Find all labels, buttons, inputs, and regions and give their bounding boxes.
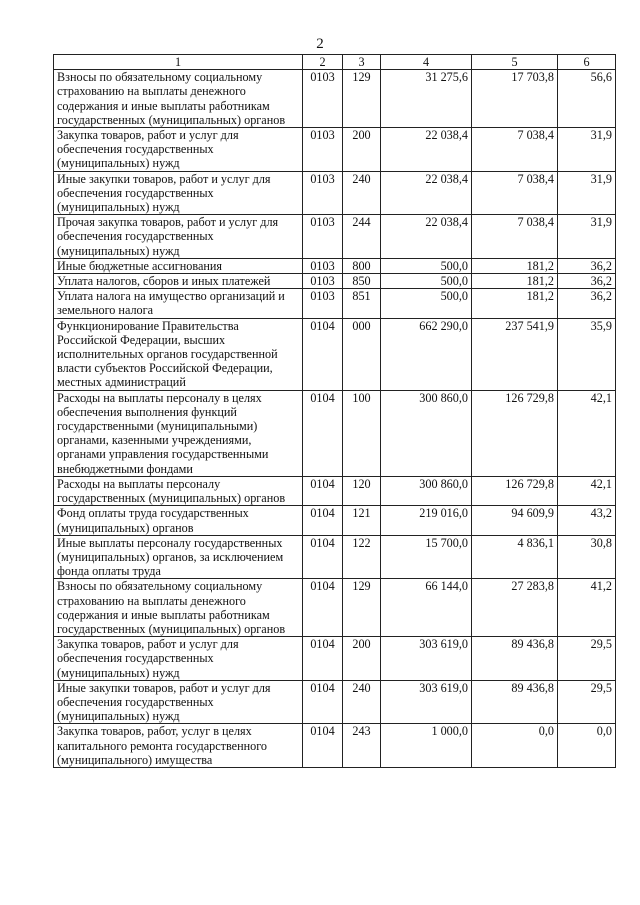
cell-plan-amount: 300 860,0: [381, 476, 472, 505]
cell-actual-amount: 181,2: [472, 289, 558, 318]
cell-expense-type: 100: [343, 390, 381, 476]
cell-section-code: 0104: [303, 724, 343, 768]
cell-expense-type: 122: [343, 535, 381, 579]
cell-percent: 41,2: [558, 579, 616, 637]
cell-plan-amount: 1 000,0: [381, 724, 472, 768]
cell-name: Иные бюджетные ассигнования: [54, 258, 303, 273]
cell-name: Закупка товаров, работ, услуг в целях капитального ремонта государственного (муниципального) имущества: [54, 724, 303, 768]
cell-plan-amount: 303 619,0: [381, 680, 472, 724]
table-row: [54, 680, 616, 724]
column-header: 3: [343, 55, 381, 70]
cell-percent: 36,2: [558, 258, 616, 273]
cell-percent: 42,1: [558, 476, 616, 505]
cell-actual-amount: 17 703,8: [472, 70, 558, 128]
cell-expense-type: 121: [343, 506, 381, 535]
cell-actual-amount: 181,2: [472, 258, 558, 273]
table-row: [54, 506, 616, 535]
cell-section-code: 0103: [303, 171, 343, 215]
cell-expense-type: 243: [343, 724, 381, 768]
table-row: [54, 637, 616, 681]
cell-plan-amount: 22 038,4: [381, 171, 472, 215]
cell-plan-amount: 303 619,0: [381, 637, 472, 681]
cell-expense-type: 129: [343, 579, 381, 637]
cell-name: Иные выплаты персоналу государственных (муниципальных) органов, за исключением фонда оплаты труда: [54, 535, 303, 579]
cell-actual-amount: 7 038,4: [472, 171, 558, 215]
cell-name: Взносы по обязательному социальному страхованию на выплаты денежного содержания и иные выплаты работникам государственных (муниципальных) органов: [54, 579, 303, 637]
budget-table: [53, 54, 616, 768]
cell-actual-amount: 0,0: [472, 724, 558, 768]
cell-name: Уплата налога на имущество организаций и земельного налога: [54, 289, 303, 318]
table-row: [54, 724, 616, 768]
cell-percent: 56,6: [558, 70, 616, 128]
cell-expense-type: 850: [343, 274, 381, 289]
cell-actual-amount: 7 038,4: [472, 215, 558, 259]
table-row: [54, 476, 616, 505]
cell-name: Взносы по обязательному социальному страхованию на выплаты денежного содержания и иные выплаты работникам государственных (муниципальных) органов: [54, 70, 303, 128]
cell-plan-amount: 500,0: [381, 289, 472, 318]
cell-actual-amount: 237 541,9: [472, 318, 558, 390]
cell-actual-amount: 4 836,1: [472, 535, 558, 579]
cell-expense-type: 851: [343, 289, 381, 318]
cell-percent: 35,9: [558, 318, 616, 390]
cell-section-code: 0104: [303, 506, 343, 535]
cell-actual-amount: 126 729,8: [472, 390, 558, 476]
table-row: [54, 215, 616, 259]
cell-actual-amount: 181,2: [472, 274, 558, 289]
cell-expense-type: 000: [343, 318, 381, 390]
table-row: [54, 535, 616, 579]
cell-section-code: 0104: [303, 535, 343, 579]
cell-actual-amount: 89 436,8: [472, 637, 558, 681]
cell-percent: 30,8: [558, 535, 616, 579]
page-number: 2: [316, 36, 324, 52]
cell-name: Закупка товаров, работ и услуг для обеспечения государственных (муниципальных) нужд: [54, 128, 303, 172]
table-row: [54, 318, 616, 390]
table-row: [54, 579, 616, 637]
table-header-row: [54, 55, 616, 70]
cell-section-code: 0104: [303, 318, 343, 390]
table-row: [54, 171, 616, 215]
cell-expense-type: 120: [343, 476, 381, 505]
cell-expense-type: 129: [343, 70, 381, 128]
cell-section-code: 0104: [303, 579, 343, 637]
table-row: [54, 274, 616, 289]
cell-actual-amount: 89 436,8: [472, 680, 558, 724]
table-row: [54, 70, 616, 128]
table-row: [54, 258, 616, 273]
cell-plan-amount: 66 144,0: [381, 579, 472, 637]
cell-percent: 29,5: [558, 680, 616, 724]
cell-name: Уплата налогов, сборов и иных платежей: [54, 274, 303, 289]
cell-section-code: 0103: [303, 274, 343, 289]
cell-expense-type: 200: [343, 637, 381, 681]
column-header: 2: [303, 55, 343, 70]
cell-percent: 31,9: [558, 171, 616, 215]
column-header: 1: [54, 55, 303, 70]
table-row: [54, 289, 616, 318]
table-body: [54, 70, 616, 768]
cell-section-code: 0104: [303, 476, 343, 505]
cell-section-code: 0103: [303, 128, 343, 172]
cell-percent: 31,9: [558, 215, 616, 259]
cell-name: Иные закупки товаров, работ и услуг для обеспечения государственных (муниципальных) нужд: [54, 680, 303, 724]
cell-expense-type: 240: [343, 680, 381, 724]
cell-plan-amount: 500,0: [381, 258, 472, 273]
cell-plan-amount: 500,0: [381, 274, 472, 289]
cell-plan-amount: 219 016,0: [381, 506, 472, 535]
cell-percent: 42,1: [558, 390, 616, 476]
cell-percent: 0,0: [558, 724, 616, 768]
cell-actual-amount: 27 283,8: [472, 579, 558, 637]
cell-expense-type: 200: [343, 128, 381, 172]
cell-actual-amount: 7 038,4: [472, 128, 558, 172]
cell-section-code: 0103: [303, 258, 343, 273]
column-header: 4: [381, 55, 472, 70]
cell-plan-amount: 662 290,0: [381, 318, 472, 390]
cell-percent: 36,2: [558, 274, 616, 289]
cell-expense-type: 800: [343, 258, 381, 273]
cell-plan-amount: 22 038,4: [381, 215, 472, 259]
cell-name: Функционирование Правительства Российской Федерации, высших исполнительных органов государственной власти субъектов Российской Федерации, местных администраций: [54, 318, 303, 390]
cell-name: Иные закупки товаров, работ и услуг для обеспечения государственных (муниципальных) нужд: [54, 171, 303, 215]
cell-percent: 29,5: [558, 637, 616, 681]
cell-section-code: 0104: [303, 390, 343, 476]
table-row: [54, 128, 616, 172]
column-header: 6: [558, 55, 616, 70]
cell-plan-amount: 300 860,0: [381, 390, 472, 476]
cell-percent: 31,9: [558, 128, 616, 172]
cell-plan-amount: 31 275,6: [381, 70, 472, 128]
cell-expense-type: 240: [343, 171, 381, 215]
cell-percent: 43,2: [558, 506, 616, 535]
cell-name: Расходы на выплаты персоналу в целях обеспечения выполнения функций государственными (муниципальными) органами, казенными учреждениями, органами управления государственными внебюджетными фондами: [54, 390, 303, 476]
cell-plan-amount: 15 700,0: [381, 535, 472, 579]
cell-name: Расходы на выплаты персоналу государственных (муниципальных) органов: [54, 476, 303, 505]
table-row: [54, 390, 616, 476]
cell-actual-amount: 94 609,9: [472, 506, 558, 535]
cell-expense-type: 244: [343, 215, 381, 259]
cell-section-code: 0103: [303, 70, 343, 128]
cell-name: Закупка товаров, работ и услуг для обеспечения государственных (муниципальных) нужд: [54, 637, 303, 681]
cell-plan-amount: 22 038,4: [381, 128, 472, 172]
cell-section-code: 0104: [303, 680, 343, 724]
cell-section-code: 0104: [303, 637, 343, 681]
cell-section-code: 0103: [303, 289, 343, 318]
cell-section-code: 0103: [303, 215, 343, 259]
column-header: 5: [472, 55, 558, 70]
cell-name: Прочая закупка товаров, работ и услуг для обеспечения государственных (муниципальных) нужд: [54, 215, 303, 259]
cell-actual-amount: 126 729,8: [472, 476, 558, 505]
cell-name: Фонд оплаты труда государственных (муниципальных) органов: [54, 506, 303, 535]
cell-percent: 36,2: [558, 289, 616, 318]
